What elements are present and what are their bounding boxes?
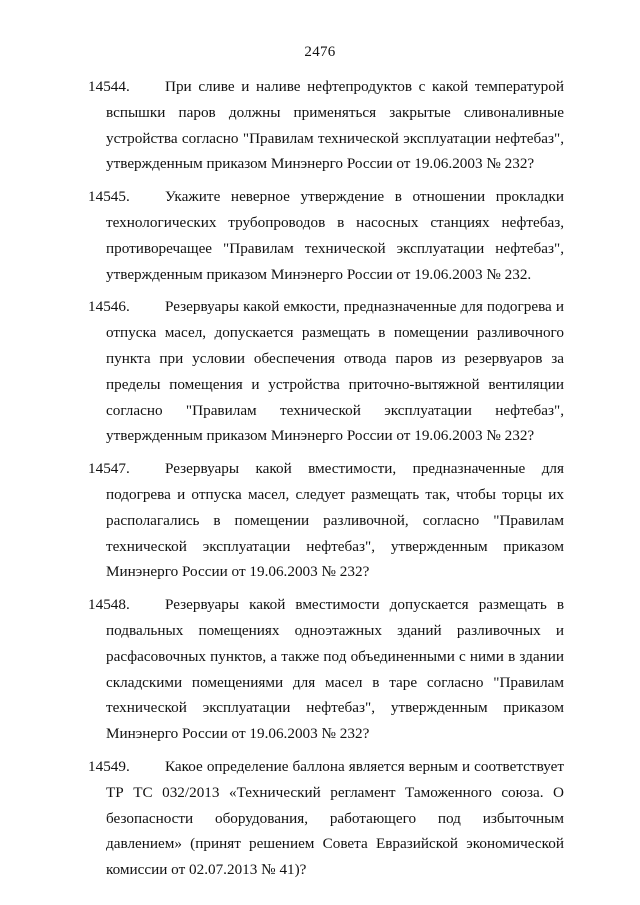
page-number: 2476: [304, 44, 336, 60]
question-number: 14546.: [88, 298, 130, 316]
question-item: [0, 754, 640, 883]
question-number: 14549.: [88, 757, 130, 775]
question-text: Укажите неверное утверждение в отношении прокладки технологических трубопроводов в насосных станциях нефтебаз, противоречащее "Правилам технической эксплуатации нефтебаз", утвержденным приказом Минэнерго России от 19.06.2003 № 232.: [106, 188, 564, 283]
question-item: [0, 456, 640, 585]
question-text: При сливе и наливе нефтепродуктов с какой температурой вспышки паров должны применяться закрытые сливоналивные устройства согласно "Правилам технической эксплуатации нефтебаз", утвержденным приказом Минэнерго России от 19.06.2003 № 232?: [106, 78, 564, 173]
question-item: [0, 184, 640, 287]
question-item: [0, 74, 640, 177]
question-text: Резервуары какой вместимости, предназначенные для подогрева и отпуска масел, следует размещать так, чтобы торцы их располагались в помещении разливочной, согласно "Правилам технической эксплуатации нефтебаз", утвержденным приказом Минэнерго России от 19.06.2003 № 232?: [106, 460, 564, 581]
question-item: [0, 592, 640, 747]
question-text: Резервуары какой вместимости допускается размещать в подвальных помещениях одноэтажных зданий разливочных и расфасовочных пунктов, а также под объединенными с ними в здании складскими помещениями для масел в таре согласно "Правилам технической эксплуатации нефтебаз", утвержденным приказом Минэнерго России от 19.06.2003 № 232?: [106, 596, 564, 743]
question-item: [0, 294, 640, 449]
question-text: Резервуары какой емкости, предназначенные для подогрева и отпуска масел, допускается размещать в помещении разливочного пункта при условии обеспечения отвода паров из резервуаров за пределы помещения и устройства приточно-вытяжной вентиляции согласно "Правилам технической эксплуатации нефтебаз", утвержденным приказом Минэнерго России от 19.06.2003 № 232?: [106, 298, 564, 445]
question-number: 14548.: [88, 596, 130, 614]
question-list: [0, 74, 640, 890]
question-number: 14544.: [88, 78, 130, 95]
question-number: 14547.: [88, 460, 130, 478]
question-number: 14545.: [88, 188, 130, 206]
question-text: Какое определение баллона является верным и соответствует ТР ТС 032/2013 «Технический регламент Таможенного союза. О безопасности оборудования, работающего под избыточным давлением» (принят решением Совета Евразийской экономической комиссии от 02.07.2013 № 41)?: [106, 757, 564, 879]
